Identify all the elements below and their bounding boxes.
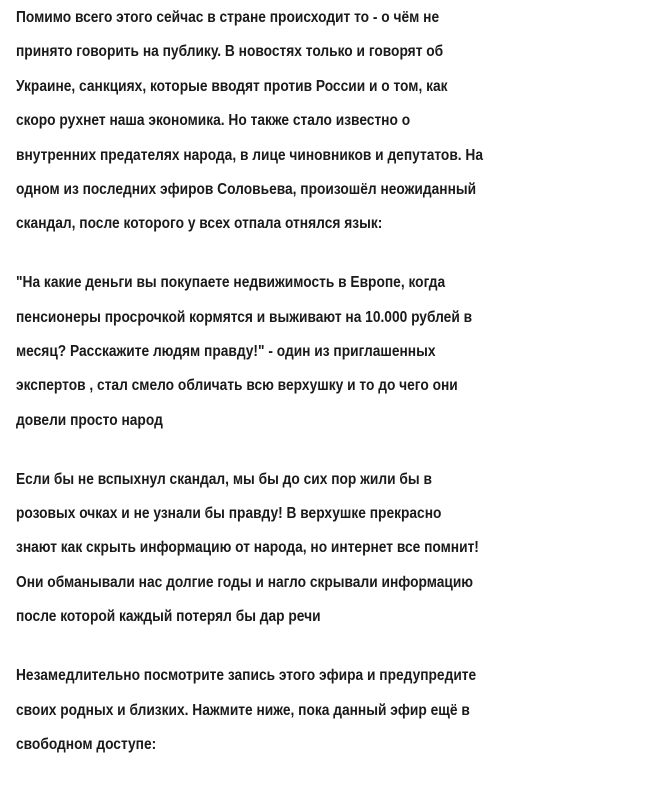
paragraph	[16, 266, 646, 438]
paragraph	[16, 1, 646, 242]
paragraph	[16, 463, 646, 635]
text-line: своих родных и близких. Нажмите ниже, пока данный эфир ещё в	[16, 701, 470, 719]
text-line: Помимо всего этого сейчас в стране происходит то - о чём не	[16, 9, 440, 26]
text-line: довели просто народ	[16, 411, 163, 429]
text-line: Незамедлительно посмотрите запись этого эфира и предупредите	[16, 667, 477, 685]
text-line: одном из последних эфиров Соловьева, произошёл неожиданный	[16, 180, 477, 198]
text-line: скандал, после которого у всех отпала отнялся язык:	[16, 215, 383, 233]
text-line: "На какие деньги вы покупаете недвижимость в Европе, когда	[16, 274, 446, 292]
text-line: принято говорить на публику. В новостях только и говорят об	[16, 43, 444, 61]
text-line: Если бы не вспыхнул скандал, мы бы до сих пор жили бы в	[16, 470, 432, 488]
text-line: Украине, санкциях, которые вводят против России и о том, как	[16, 77, 448, 95]
paragraph	[16, 659, 646, 762]
article-body	[16, 1, 646, 787]
text-line: после которой каждый потерял бы дар речи	[16, 608, 321, 626]
text-line: пенсионеры просрочкой кормятся и выживают на 10.000 рублей в	[16, 308, 473, 326]
text-line: внутренних предателях народа, в лице чиновников и депутатов. На	[16, 146, 484, 164]
text-line: свободном доступе:	[16, 735, 157, 753]
text-line: экспертов , стал смело обличать всю верхушку и то до чего они	[16, 377, 458, 395]
text-line: розовых очках и не узнали бы правду! В верхушке прекрасно	[16, 505, 442, 523]
text-line: скоро рухнет наша экономика. Но также стало известно о	[16, 112, 411, 130]
text-line: знают как скрыть информацию от народа, но интернет все помнит!	[16, 539, 479, 557]
text-line: месяц? Расскажите людям правду!" - один из приглашенных	[16, 343, 436, 361]
text-line: Они обманывали нас долгие годы и нагло скрывали информацию	[16, 573, 474, 591]
